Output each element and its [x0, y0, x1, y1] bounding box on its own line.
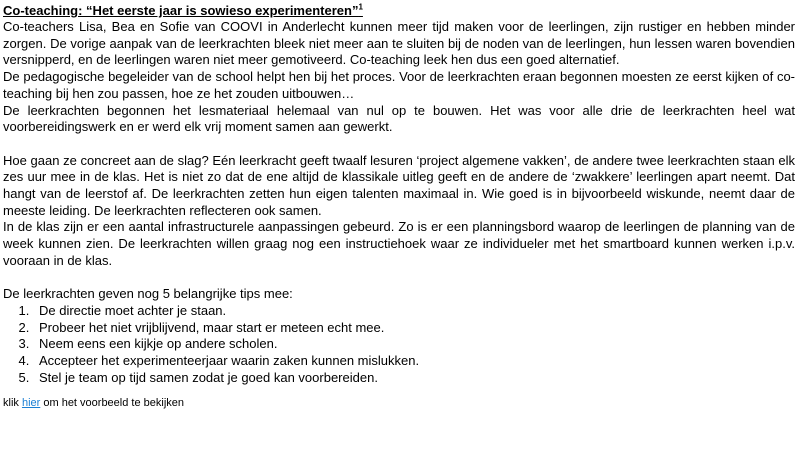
tips-list	[3, 303, 800, 387]
paragraph-guidance: De pedagogische begeleider van de school helpt hen bij het proces. Voor de leerkrachten eraan begonnen moesten ze eerst kijken of co-teaching bij hen zou passen, hoe ze het zouden uitbouwen…	[3, 69, 795, 101]
list-item: 2. Probeer het niet vrijblijvend, maar start er meteen echt mee.	[33, 320, 800, 337]
list-item: 5. Stel je team op tijd samen zodat je goed kan voorbereiden.	[33, 370, 800, 387]
paragraph-infrastructure: In de klas zijn er een aantal infrastructurele aanpassingen gebeurd. Zo is er een planningsbord waarop de leerlingen de planning van de week kunnen zien. De leerkrachten willen graag nog een instructiehoek waar ze individueler met het smartboard kunnen werken i.p.v. vooraan in de klas.	[3, 219, 795, 268]
example-link[interactable]: hier	[21, 397, 41, 410]
spacer	[3, 270, 800, 287]
list-item: 3. Neem eens een kijkje op andere scholen.	[33, 336, 800, 353]
footer-suffix: om het voorbeeld te bekijken	[43, 397, 185, 410]
footer-line	[3, 396, 800, 410]
list-item: 4. Accepteer het experimenteerjaar waarin zaken kunnen mislukken.	[33, 353, 800, 370]
footer-prefix: klik	[3, 397, 19, 410]
footnote-mark: 1	[358, 2, 363, 12]
list-item: 1. De directie moet achter je staan.	[33, 303, 800, 320]
article-title	[3, 3, 800, 19]
paragraph-intro: Co-teachers Lisa, Bea en Sofie van COOVI in Anderlecht kunnen meer tijd maken voor de leerlingen, zijn rustiger en hebben minder zorgen. De vorige aanpak van de leerkrachten bleek niet meer aan te sluiten bij de noden van de leerlingen, hun lessen waren bovendien versnipperd, en de leerlingen waren niet meer gemotiveerd. Co-teaching leek hen dus een goed alternatief.	[3, 19, 795, 68]
spacer	[3, 136, 800, 153]
article-title-text: Co-teaching: “Het eerste jaar is sowieso experimenteren”	[3, 3, 359, 18]
paragraph-approach: Hoe gaan ze concreet aan de slag? Eén leerkracht geeft twaalf lesuren ‘project algemene vakken’, de andere twee leerkrachten staan elk zes uur mee in de klas. Het is niet zo dat de ene altijd de klassikale uitleg geeft en de andere de ‘zwakkere’ leerlingen apart neemt. Dat hangt van de leerstof af. De leerkrachten zetten hun eigen talenten maximaal in. Wie goed is in bijvoorbeeld wiskunde, neemt daar de meeste leiding. De leerkrachten reflecteren ook samen.	[3, 152, 795, 218]
tips-intro: De leerkrachten geven nog 5 belangrijke tips mee:	[3, 286, 293, 302]
paragraph-materials: De leerkrachten begonnen het lesmateriaal helemaal van nul op te bouwen. Het was voor alle drie de leerkrachten heel wat voorbereidingswerk en er werd elk vrij moment samen aan gewerkt.	[3, 102, 795, 135]
